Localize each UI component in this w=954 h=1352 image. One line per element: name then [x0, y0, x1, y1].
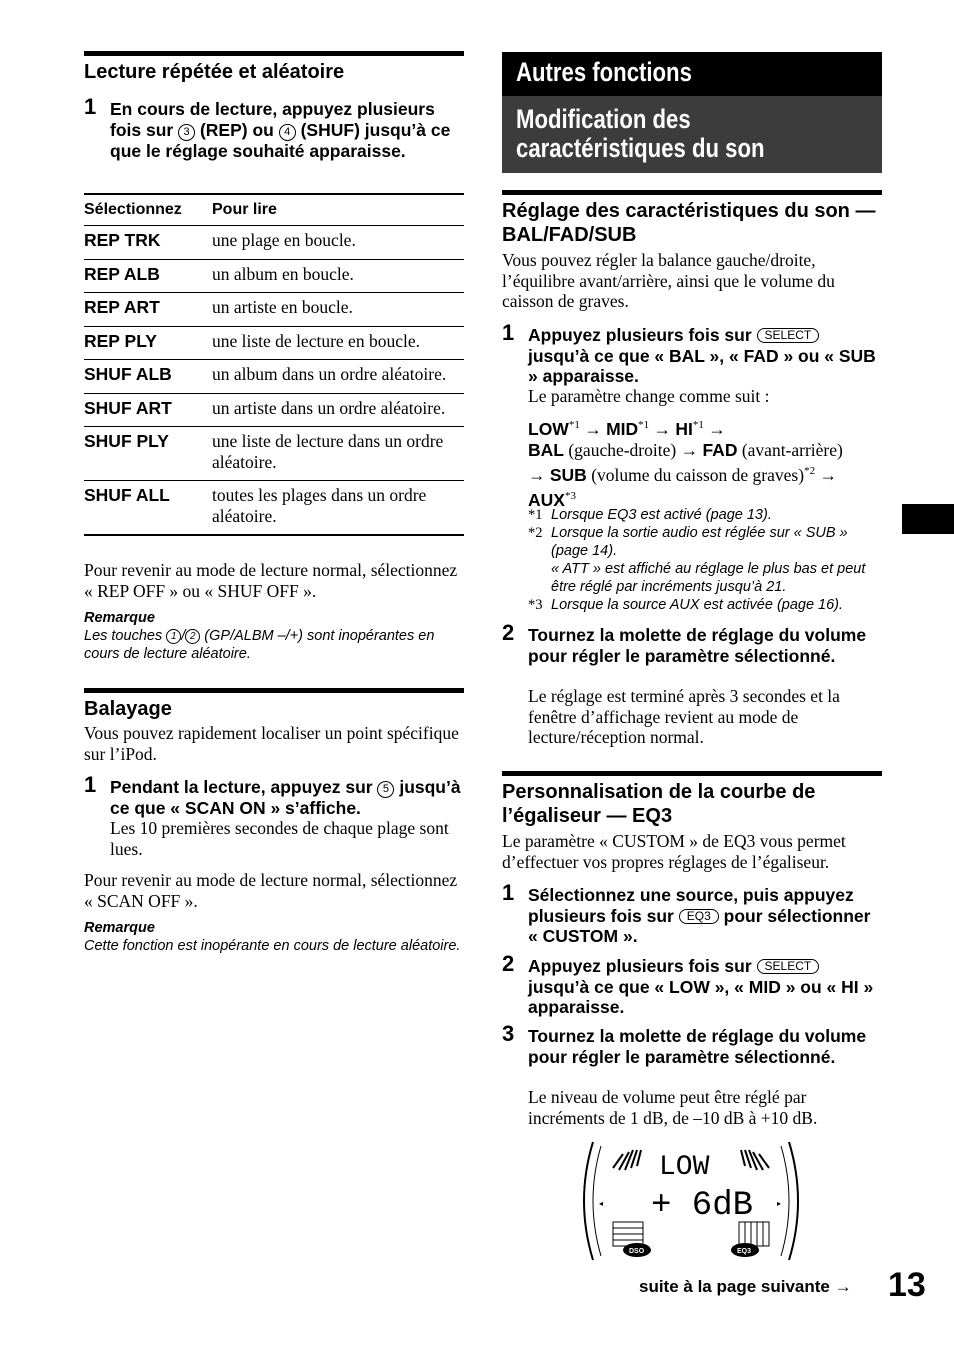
- button-5-icon: 5: [377, 781, 394, 798]
- step-1-eq3: Sélectionnez une source, puis appuyez plusieurs fois sur EQ3 pour sélectionner « CUSTOM ».: [528, 885, 871, 946]
- note-text-repeat: Les touches 1 / 2 (GP/ALBM –/+) sont inopérantes en cours de lecture aléatoire.: [84, 628, 435, 662]
- button-4-icon: 4: [279, 124, 296, 141]
- display-right-outer-arc: [789, 1142, 798, 1260]
- footnote: « ATT » est affiché au réglage le plus bas et peut être réglé par incréments jusqu’à 21.: [551, 561, 866, 595]
- arrow-right-icon: →: [680, 439, 699, 460]
- table-row: SHUF ALB un album dans un ordre aléatoire.: [84, 360, 464, 394]
- right-tick-icon: ▸: [777, 1199, 782, 1208]
- banner-other-functions: Autres fonctions: [502, 52, 882, 96]
- display-left-segment-ticks: [613, 1150, 641, 1170]
- note-title: Remarque: [84, 610, 155, 626]
- table-row: SHUF PLY une liste de lecture dans un ordre aléatoire.: [84, 427, 464, 481]
- footnote: *3 Lorsque la source AUX est activée (page 16).: [528, 597, 844, 613]
- step-2-balfad: Tournez la molette de réglage du volume pour régler le paramètre sélectionné.: [528, 625, 867, 666]
- banner-sound-settings: Modification des caractéristiques du son: [502, 96, 882, 173]
- arrow-right-icon: →: [653, 418, 672, 439]
- left-tick-icon: ◂: [599, 1199, 604, 1208]
- step-1-scan: Pendant la lecture, appuyez sur 5 jusqu’à ce que « SCAN ON » s’affiche.: [110, 777, 461, 818]
- scan-step-sub: Les 10 premières secondes de chaque plage sont lues.: [110, 818, 449, 859]
- balfad-step-sub: Le paramètre change comme suit :: [528, 386, 770, 406]
- button-2-icon: 2: [185, 629, 200, 644]
- step-number: 1: [84, 772, 97, 797]
- repeat-return-text: Pour revenir au mode de lecture normal, sélectionnez « REP OFF » ou « SHUF OFF ».: [84, 560, 458, 601]
- section-title-scan: Balayage: [84, 688, 464, 721]
- display-right-inner-arc: [781, 1146, 789, 1256]
- section-side-tab: [902, 504, 954, 534]
- display-line-2: + 6dB: [651, 1187, 754, 1225]
- note-title: Remarque: [84, 920, 155, 936]
- note-text-scan: Cette fonction est inopérante en cours de lecture aléatoire.: [84, 938, 461, 954]
- lcd-display-illustration: [579, 1140, 803, 1262]
- table-row: SHUF ART un artiste dans un ordre aléatoire.: [84, 393, 464, 427]
- eq3-button-icon: EQ3: [679, 909, 719, 924]
- continue-footer: suite à la page suivante →: [639, 1277, 852, 1296]
- footnote: *1 Lorsque EQ3 est activé (page 13).: [528, 507, 772, 523]
- arrow-right-icon: →: [584, 418, 602, 439]
- table-row: REP TRK une plage en boucle.: [84, 226, 464, 260]
- eq3-badge: EQ3: [737, 1248, 752, 1255]
- scan-intro: Vous pouvez rapidement localiser un point spécifique sur l’iPod.: [84, 723, 459, 764]
- section-title-repeat: Lecture répétée et aléatoire: [84, 51, 464, 84]
- step-3-eq3: Tournez la molette de réglage du volume pour régler le paramètre sélectionné.: [528, 1026, 867, 1067]
- step-1-balfad: Appuyez plusieurs fois sur SELECT jusqu’à ce que « BAL », « FAD » ou « SUB » apparaisse.: [528, 325, 876, 386]
- display-right-segment-ticks: [741, 1150, 769, 1170]
- table-row: SHUF ALL toutes les plages dans un ordre aléatoire.: [84, 485, 427, 526]
- arrow-right-icon: →: [528, 464, 546, 485]
- step-number: 1: [84, 94, 97, 119]
- page-number: 13: [888, 1266, 926, 1304]
- section-title-balfad: Réglage des caractéristiques du son — BAL/FAD/SUB: [502, 190, 882, 247]
- parameter-chain: LOW$^{*1}$ → MID$^{*1}$ → HI$^{*1}$ → BAL (gauche-droite) → FAD (avant-arrière) → SUB (volume du caisson de graves)$^{*2}$ → $AUX^{*3}$: [528, 418, 843, 510]
- step-number: 1: [502, 320, 515, 345]
- dso-graphic: [613, 1222, 651, 1257]
- section-title-eq3: Personnalisation de la courbe de l’égaliseur — EQ3: [502, 771, 882, 828]
- button-1-icon: 1: [166, 629, 181, 644]
- footnote: *2 Lorsque la sortie audio est réglée sur « SUB » (page 14).: [528, 525, 848, 559]
- scan-return-text: Pour revenir au mode de lecture normal, sélectionnez « SCAN OFF ».: [84, 870, 458, 911]
- step-number: 1: [502, 880, 515, 905]
- display-line-1: LOW: [659, 1152, 710, 1183]
- balfad-step2-sub: Le réglage est terminé après 3 secondes et la fenêtre d’affichage revient au mode de lecture/réception normal.: [528, 686, 840, 747]
- table-header-play: Pour lire: [212, 194, 464, 226]
- arrow-right-icon: →: [708, 418, 726, 439]
- table-row: REP PLY une liste de lecture en boucle.: [84, 326, 464, 360]
- select-button-icon: SELECT: [757, 959, 820, 974]
- step-2-eq3: Appuyez plusieurs fois sur SELECT jusqu’à ce que « LOW », « MID » ou « HI » apparaisse.: [528, 956, 874, 1017]
- table-header-select: Sélectionnez: [84, 194, 212, 226]
- button-3-icon: 3: [178, 124, 195, 141]
- table-header-row: [84, 194, 464, 226]
- eq3-step3-sub: Le niveau de volume peut être réglé par incréments de 1 dB, de –10 dB à +10 dB.: [528, 1087, 818, 1128]
- step-number: 3: [502, 1021, 515, 1046]
- step-1-repeat: En cours de lecture, appuyez plusieurs fois sur 3 (REP) ou 4 (SHUF) jusqu’à ce que le réglage souhaité apparaisse.: [110, 99, 451, 161]
- arrow-right-icon: →: [834, 1277, 852, 1296]
- repeat-shuffle-table: [84, 193, 464, 536]
- balfad-intro: Vous pouvez régler la balance gauche/droite, l’équilibre avant/arrière, ainsi que le volume du caisson de graves.: [502, 250, 835, 311]
- display-left-outer-arc: [584, 1142, 593, 1260]
- eq3-graphic: [731, 1222, 769, 1257]
- step-number: 2: [502, 620, 515, 645]
- select-button-icon: SELECT: [757, 328, 820, 343]
- table-row: REP ART un artiste en boucle.: [84, 293, 464, 327]
- dso-badge: DSO: [629, 1248, 645, 1255]
- arrow-right-icon: →: [819, 464, 837, 485]
- step-number: 2: [502, 951, 515, 976]
- eq3-intro: Le paramètre « CUSTOM » de EQ3 vous permet d’effectuer vos propres réglages de l’égaliseur.: [502, 831, 846, 872]
- table-row: REP ALB un album en boucle.: [84, 259, 464, 293]
